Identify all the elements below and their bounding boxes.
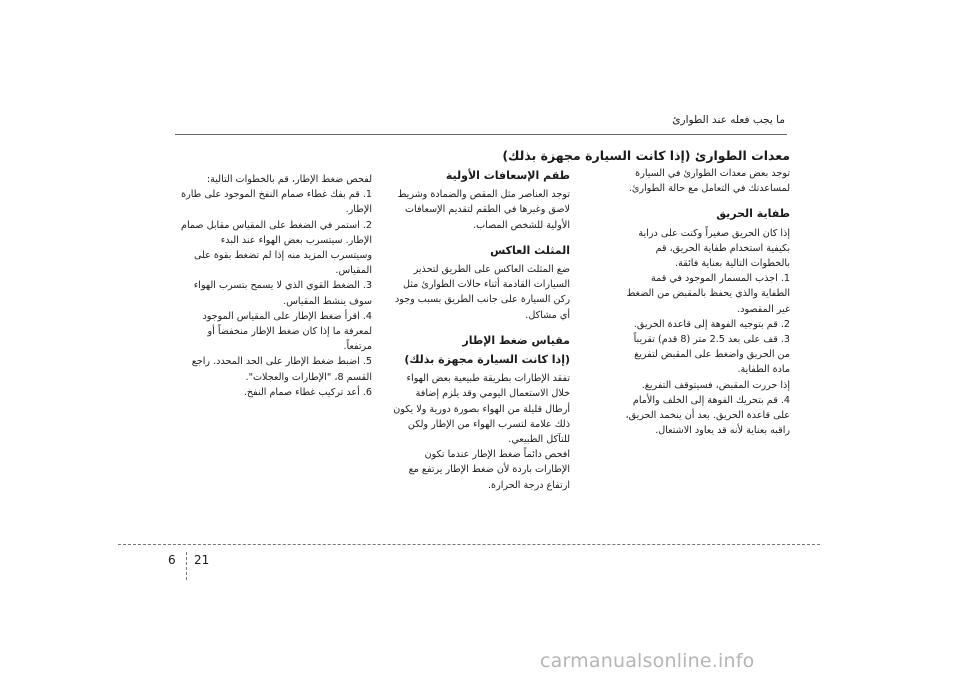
list-item: إذا حررت المقبض، فسيتوقف التفريغ. xyxy=(641,379,790,391)
heading-tire-gauge: مقياس ضغط الإطار xyxy=(462,333,570,347)
fire-extinguisher-steps xyxy=(622,271,790,438)
tire-gauge-paragraph: تفقد الإطارات بطريقة طبيعية بعض الهواء خلال الاستعمال اليومي وقد يلزم إضافة أرطال قليلة من الهواء بصورة دورية ولا يكون ذلك علامة لتسرب الهواء من الإطار ولكن للتآكل الطبيعي. xyxy=(393,373,570,446)
list-item: 6. أعد تركيب غطاء صمام النفخ. xyxy=(243,386,372,398)
column-first-aid xyxy=(392,168,570,493)
heading-tire-gauge-note: (إذا كانت السيارة مجهزة بذلك) xyxy=(404,353,570,367)
list-item: 3. قف على بعد 2.5 متر (8 قدم) تقريباً من الحريق واضغط على المقبض لتفريغ مادة الطفاية. xyxy=(633,334,790,376)
list-item: 5. اضبط ضغط الإطار على الحد المحدد. راجع القسم 8، "الإطارات والعجلات". xyxy=(191,356,372,383)
tire-pressure-steps xyxy=(180,187,372,400)
tire-gauge-paragraph-2: افحص دائماً ضغط الإطار عندما تكون الإطارات باردة لأن ضغط الإطار يرتفع مع ارتفاع درجة الحرارة. xyxy=(408,449,570,491)
tire-pressure-lead: لفحص ضغط الإطار، قم بالخطوات التالية: xyxy=(206,174,372,185)
header-divider xyxy=(175,134,787,135)
heading-triangle: المثلث العاكس xyxy=(490,243,570,257)
section-title: معدات الطوارئ (إذا كانت السيارة مجهزة بذلك) xyxy=(502,148,790,163)
fire-extinguisher-lead: إذا كان الحريق صغيراً وكنت على دراية بكيفية استخدام طفاية الحريق، قم بالخطوات التالية بعناية فائقة. xyxy=(638,227,790,270)
column-emergency-fire xyxy=(622,166,790,438)
footer-divider xyxy=(118,544,820,545)
first-aid-paragraph: توجد العناصر مثل المقص والضمادة وشريط لاصق وغيرها في الطقم لتقديم الإسعافات الأولية للشخص المصاب. xyxy=(397,189,570,231)
list-item: 4. اقرأ ضغط الإطار على المقياس الموجود لمعرفة ما إذا كان ضغط الإطار منخفضاً أو مرتفعاً. xyxy=(202,310,372,353)
heading-first-aid: طقم الإسعافات الأولية xyxy=(445,169,570,182)
triangle-paragraph: ضع المثلث العاكس على الطريق لتحذير السيارات القادمة أثناء حالات الطوارئ مثل ركن السيارة على جانب الطريق بسبب وجود أي مشاكل. xyxy=(394,264,570,321)
running-header: ما يجب فعله عند الطوارئ xyxy=(672,114,785,126)
heading-fire-extinguisher: طفاية الحريق xyxy=(716,207,790,221)
watermark: carmanualsonline.info xyxy=(540,650,755,672)
column-tire-pressure xyxy=(180,172,372,400)
list-item: 2. استمر في الضغط على المقياس مقابل صمام الإطار. سيتسرب بعض الهواء عند البدء وسيتسرب المزيد منه إذا لم تضغط بقوة على المقياس. xyxy=(181,219,372,277)
intro-paragraph: توجد بعض معدات الطوارئ في السيارة لمساعدتك في التعامل مع حالة الطوارئ. xyxy=(628,168,790,195)
page-number: 21 xyxy=(194,553,210,567)
list-item: 1. قم بفك غطاء صمام النفخ الموجود على طارة الإطار. xyxy=(181,189,372,216)
chapter-number: 6 xyxy=(168,553,176,567)
list-item: 3. الضغط القوي الذي لا يسمح بتسرب الهواء سوف ينشط المقياس. xyxy=(193,280,372,307)
list-item: 2. قم بتوجيه الفوهة إلى قاعدة الحريق. xyxy=(633,318,790,330)
list-item: 4. قم بتحريك الفوهة إلى الخلف والأمام على قاعدة الحريق. بعد أن ينخمد الحريق، راقبه بعناية لأنه قد يعاود الاشتعال. xyxy=(625,394,790,437)
list-item: 1. اجذب المسمار الموجود في قمة الطفاية والذي يحفظ بالمقبض من الضغط غير المقصود. xyxy=(626,273,790,315)
footer-separator xyxy=(186,552,187,580)
